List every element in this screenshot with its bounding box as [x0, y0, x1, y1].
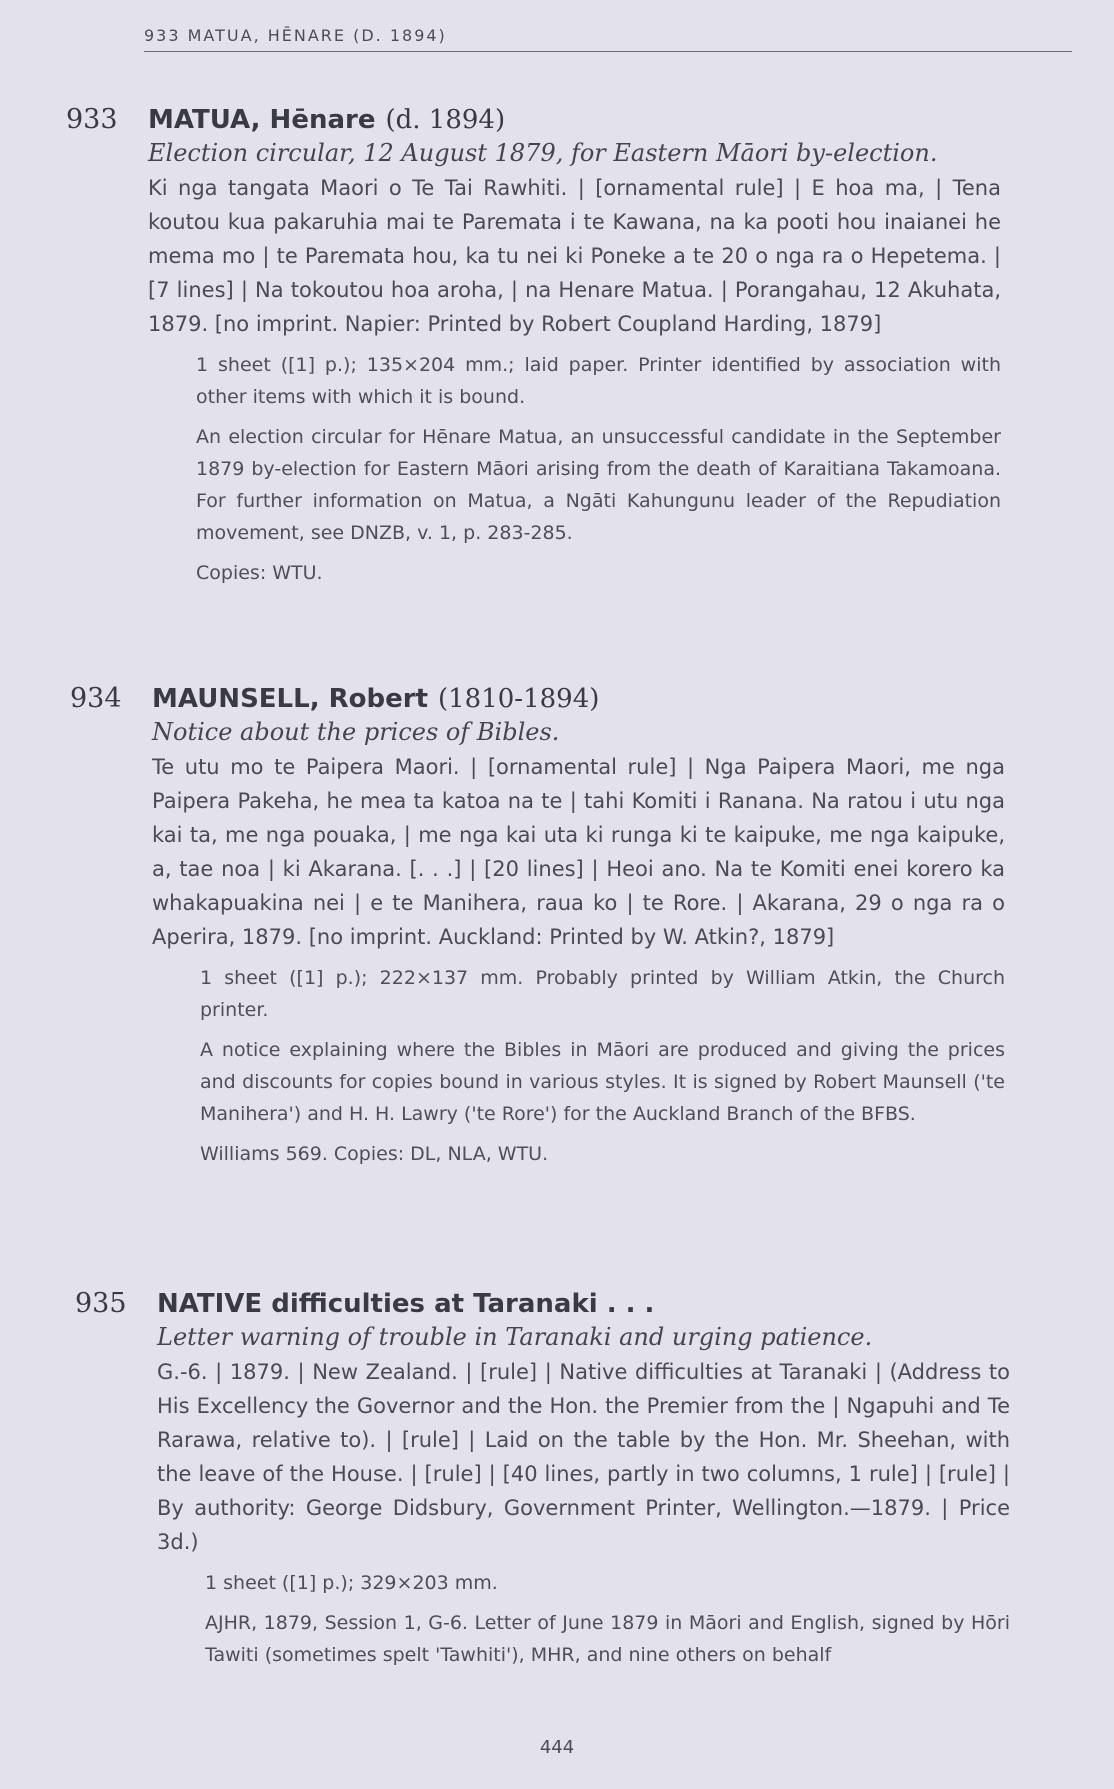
entry-transcription: G.-6. | 1879. | New Zealand. | [rule] | Native difficulties at Taranaki | (Address to His Excellency the Governor and the Hon. the Premier from the | Ngapuhi and Te Rarawa, relative to). | [rule] | Laid on the table by the Hon. Mr. Sheehan, with the leave of the House. | [rule] | [40 lines, partly in two columns, 1 rule] | [rule] | By authority: George Didsbury, Government Printer, Wellington.—1879. | Price 3d.)	[157, 1360, 1010, 1554]
entry-copies: Williams 569. Copies: DL, NLA, WTU.	[200, 1143, 549, 1165]
entry-title: Election circular, 12 August 1879, for Eastern Māori by-election.	[148, 139, 938, 167]
entry-dates: (d. 1894)	[385, 105, 506, 135]
catalogue-entry-934	[70, 683, 1005, 1178]
entry-note: An election circular for Hēnare Matua, an unsuccessful candidate in the September 1879 by-election for Eastern Māori arising from the death of Karaitiana Takamoana. For further information on Matua, a Ngāti Kahungunu leader of the Repudiation movement, see DNZB, v. 1, p. 283-285.	[196, 426, 1001, 544]
entry-number: 934	[70, 683, 122, 714]
entry-note: AJHR, 1879, Session 1, G-6. Letter of June 1879 in Māori and English, signed by Hōri Tawiti (sometimes spelt 'Tawhiti'), MHR, and nine others on behalf	[205, 1612, 1010, 1666]
entry-copies: Copies: WTU.	[196, 562, 323, 584]
entry-note: A notice explaining where the Bibles in Māori are produced and giving the prices and discounts for copies bound in various styles. It is signed by Robert Maunsell ('te Manihera') and H. H. Lawry ('te Rore') for the Auckland Branch of the BFBS.	[200, 1039, 1005, 1125]
page-number: 444	[539, 1737, 575, 1758]
catalogue-entry-933	[66, 104, 1001, 597]
entry-collation: 1 sheet ([1] p.); 329×203 mm.	[205, 1572, 498, 1594]
entry-transcription: Ki nga tangata Maori o Te Tai Rawhiti. | [ornamental rule] | E hoa ma, | Tena koutou kua pakaruhia mai te Paremata i te Kawana, na ka pooti hou inaianei he mema mo | te Paremata hou, ka tu nei ki Poneke a te 20 o nga ra o Hepetema. | [7 lines] | Na tokoutou hoa aroha, | na Henare Matua. | Porangahau, 12 Akuhata, 1879. [no imprint. Napier: Printed by Robert Coupland Harding, 1879]	[148, 176, 1001, 336]
entry-heading: MATUA, Hēnare (d. 1894)	[148, 105, 506, 135]
entry-number: 935	[75, 1288, 127, 1319]
entry-collation: 1 sheet ([1] p.); 222×137 mm. Probably printed by William Atkin, the Church printer.	[200, 967, 1005, 1021]
entry-title: Letter warning of trouble in Taranaki and urging patience.	[157, 1323, 873, 1351]
entry-collation: 1 sheet ([1] p.); 135×204 mm.; laid paper. Printer identified by association with other items with which it is bound.	[196, 354, 1001, 408]
catalogue-entry-935	[75, 1288, 1010, 1679]
entry-heading: NATIVE difficulties at Taranaki . . .	[157, 1289, 655, 1319]
entry-transcription: Te utu mo te Paipera Maori. | [ornamental rule] | Nga Paipera Maori, me nga Paipera Pakeha, he mea ta katoa na te | tahi Komiti i Ranana. Na ratou i utu nga kai ta, me nga pouaka, | me nga kai uta ki runga ki te kaipuke, me nga kaipuke, a, tae noa | ki Akarana. [. . .] | [20 lines] | Heoi ano. Na te Komiti enei korero ka whakapuakina nei | e te Manihera, raua ko | te Rore. | Akarana, 29 o nga ra o Aperira, 1879. [no imprint. Auckland: Printed by W. Atkin?, 1879]	[152, 755, 1005, 949]
entry-title: Notice about the prices of Bibles.	[152, 718, 560, 746]
running-head: 933 MATUA, HĒNARE (D. 1894)	[144, 26, 1072, 52]
entry-heading: MAUNSELL, Robert (1810-1894)	[152, 684, 600, 714]
entry-number: 933	[66, 104, 118, 135]
entry-dates: (1810-1894)	[438, 684, 600, 714]
